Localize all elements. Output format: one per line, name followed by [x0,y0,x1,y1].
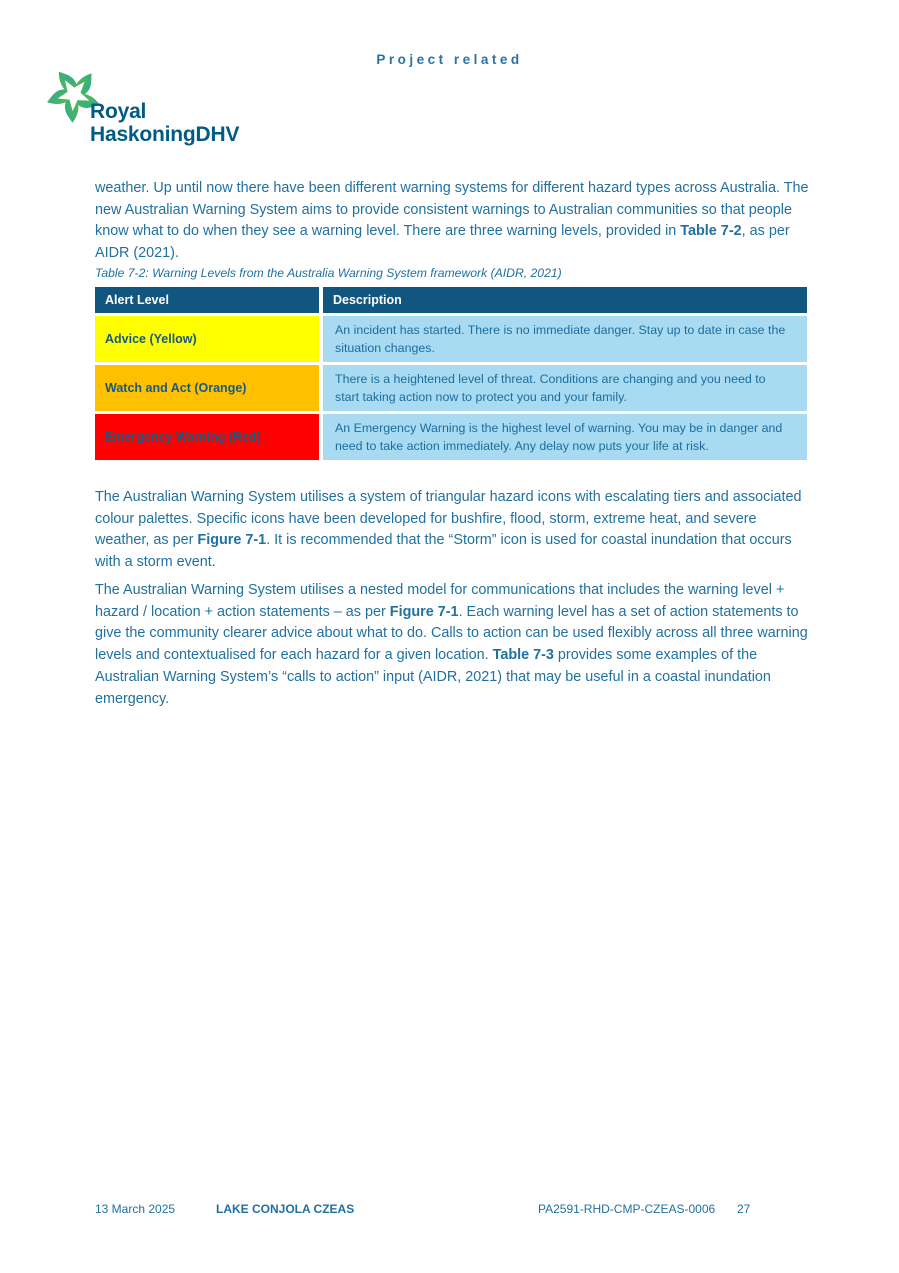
paragraph-text: provides some examples of the Australian Warning System’s “calls to action” input (AIDR, 2021) that may be useful in a coastal inundation emergency. [95,647,771,707]
alert-description-watch-and-act: There is a heightened level of threat. Conditions are changing and you need to start taking action now to protect you and your family. [323,365,807,411]
table-7-2-reference: Table 7-2 [680,223,742,240]
page-header-classification: Project related [376,52,523,67]
paragraph-hazard-icons [95,487,811,574]
royal-haskoningdhv-logo-text [90,101,239,146]
paragraph-text: weather. Up until now there have been different warning systems for different hazard types across Australia. The new Australian Warning System aims to provide consistent warnings to Australian communities so that people know what to do when they see a warning level. There are three warning levels, provided in [95,180,809,240]
alert-description-advice: An incident has started. There is no immediate danger. Stay up to date in case the situation changes. [323,316,807,362]
alert-level-advice: Advice (Yellow) [95,316,319,362]
alert-level-watch-and-act: Watch and Act (Orange) [95,365,319,411]
footer-page-number: 27 [737,1202,751,1216]
logo-text-line1: Royal [90,100,147,123]
paragraph-text: , as per AIDR (2021). [95,223,790,262]
footer-document-title: LAKE CONJOLA CZEAS [216,1202,355,1216]
logo-text-line2: HaskoningDHV [90,122,240,146]
alert-description-emergency-warning: An Emergency Warning is the highest level of warning. You may be in danger and need to take action immediately. Any delay now puts your life at risk. [323,414,807,460]
paragraph-text: . It is recommended that the “Storm” icon is used for coastal inundation that occurs with a storm event. [95,532,792,571]
table-caption: Table 7-2: Warning Levels from the Australia Warning System framework (AIDR, 2021) [95,266,562,280]
paragraph-text: The Australian Warning System utilises a nested model for communications that includes the warning level + hazard / location + action statements – as per [95,582,785,620]
page-footer [0,1202,899,1222]
table-header-description: Description [323,287,807,313]
paragraph-text: . Each warning level has a set of action statements to give the community clearer advice about what to do. Calls to action can be used flexibly across all three warning levels and contextualised for each hazard for a given location. [95,603,808,664]
footer-document-number: PA2591-RHD-CMP-CZEAS-0006 [538,1202,716,1216]
alert-level-emergency-warning: Emergency Warning (Red) [95,414,319,460]
figure-7-1-reference: Figure 7-1 [389,603,459,620]
figure-7-1-reference: Figure 7-1 [197,532,267,549]
paragraph-intro [95,178,811,265]
paragraph-text: The Australian Warning System utilises a system of triangular hazard icons with escalating tiers and associated colour palettes. Specific icons have been developed for bushfire, flood, storm, extreme heat, and severe weather, as per [95,489,802,549]
warning-levels-table [95,287,807,460]
table-header-alert-level: Alert Level [95,287,319,313]
paragraph-nested-model [95,580,811,710]
table-7-3-reference: Table 7-3 [492,647,554,664]
footer-date: 13 March 2025 [95,1202,176,1216]
